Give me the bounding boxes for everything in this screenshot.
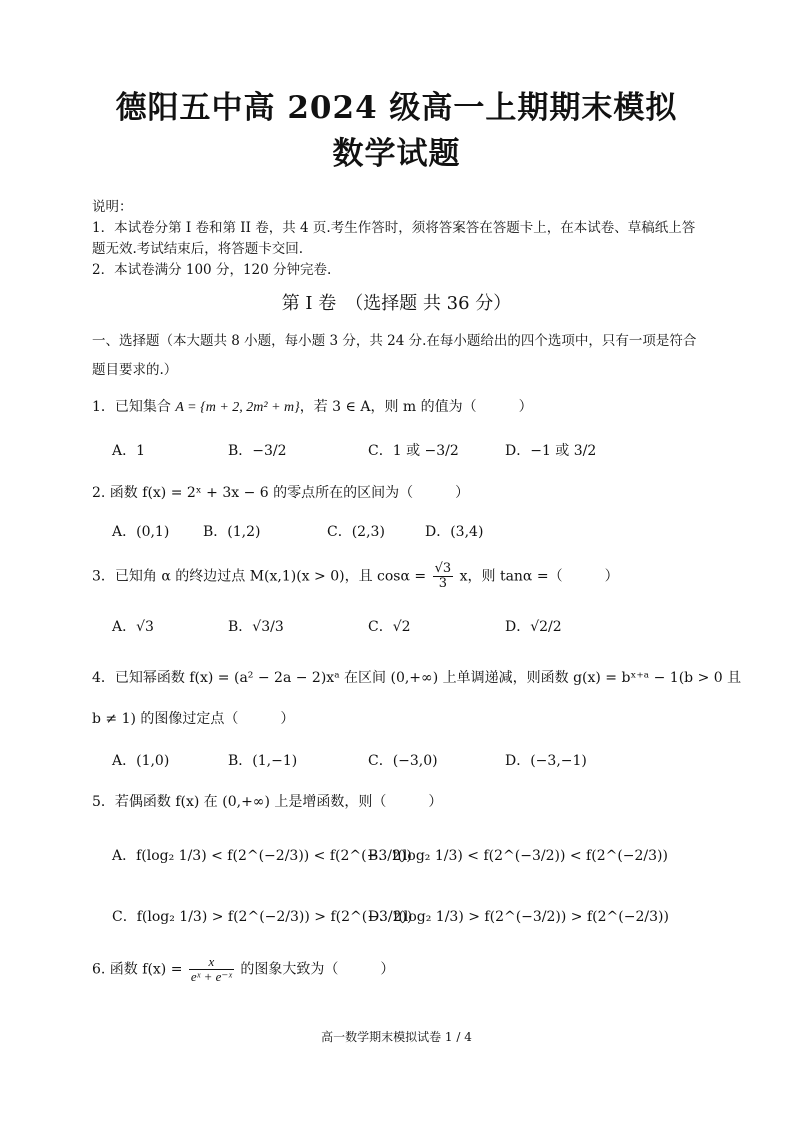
page-footer: 高一数学期末模拟试卷 1 / 4 — [321, 1030, 472, 1044]
question-2-option-b: B．(1,2) — [203, 524, 261, 540]
instructions-heading: 说明： — [92, 199, 133, 215]
question-3-text-b: x，则 tanα =（ ） — [459, 568, 619, 585]
exam-title-line2: 数学试题 — [332, 136, 461, 172]
question-2-option-a: A．(0,1) — [112, 524, 170, 540]
question-5-option-d: D．f(log₂ 1/3) > f(2^(−3/2)) > f(2^(−2/3)) — [368, 909, 669, 925]
question-6-text-a: 6. 函数 f(x) = — [92, 961, 183, 978]
question-4-option-b: B．(1,−1) — [228, 753, 298, 769]
question-1-option-d: D．−1 或 3/2 — [505, 443, 597, 459]
question-3-option-c: C．√2 — [368, 619, 411, 635]
exam-title-line1: 德阳五中高 2024 级高一上期期末模拟 — [115, 90, 678, 126]
question-1 — [92, 396, 533, 416]
section-intro — [92, 327, 708, 385]
instructions-line-1: 1．本试卷分第 I 卷和第 II 卷，共 4 页.考生作答时，须将答案答在答题卡上，在本试卷、草稿纸上答 — [92, 220, 696, 236]
question-3-option-b: B．√3/3 — [228, 619, 284, 635]
question-1-option-c: C．1 或 −3/2 — [368, 443, 459, 459]
question-3-option-d: D．√2/2 — [505, 619, 562, 635]
question-3 — [92, 562, 619, 591]
question-4-option-d: D．(−3,−1) — [505, 753, 587, 769]
instructions-line-2: 题无效.考试结束后，将答题卡交回. — [92, 241, 304, 257]
question-6 — [92, 955, 394, 984]
question-1-text-b: ，若 3 ∈ A，则 m 的值为（ ） — [299, 399, 533, 415]
question-4-line-1: 4．已知幂函数 f(x) = (a² − 2a − 2)xᵃ 在区间 (0,+∞) 上单调递减，则函数 g(x) = bˣ⁺ᵃ − 1(b > 0 且 — [92, 670, 742, 686]
question-4-option-c: C．(−3,0) — [368, 753, 438, 769]
question-5-option-c: C．f(log₂ 1/3) > f(2^(−2/3)) > f(2^(−3/2)) — [112, 909, 413, 925]
section-title: 第 I 卷 （选择题 共 36 分） — [281, 293, 512, 314]
question-2-option-c: C．(2,3) — [327, 524, 385, 540]
question-2-option-d: D．(3,4) — [425, 524, 484, 540]
section-intro-line-1: 一、选择题（本大题共 8 小题，每小题 3 分，共 24 分.在每小题给出的四个选项中，只有一项是符合 — [92, 333, 697, 349]
instructions-line-3: 2．本试卷满分 100 分，120 分钟完卷. — [92, 262, 332, 278]
question-3-text-a: 3．已知角 α 的终边过点 M(x,1)(x > 0)，且 cosα = — [92, 568, 427, 585]
question-6-fraction-denominator: eˣ + e⁻ˣ — [190, 969, 232, 984]
question-6-fraction — [189, 955, 234, 984]
question-6-fraction-numerator: x — [189, 955, 234, 970]
question-5: 5．若偶函数 f(x) 在 (0,+∞) 上是增函数，则（ ） — [92, 794, 443, 810]
instructions — [92, 197, 712, 281]
question-1-option-a: A．1 — [112, 443, 146, 459]
question-1-text-a: 1．已知集合 — [92, 399, 176, 415]
question-3-option-a: A．√3 — [112, 619, 154, 635]
question-2: 2. 函数 f(x) = 2ˣ + 3x − 6 的零点所在的区间为（ ） — [92, 485, 470, 501]
question-4-option-a: A．(1,0) — [112, 753, 170, 769]
cos-value-fraction: $\frac{√3}{3}$ — [434, 561, 452, 591]
question-6-text-b: 的图象大致为（ ） — [240, 961, 395, 978]
question-1-math: A = {m + 2, 2m² + m} — [175, 400, 300, 415]
question-5-option-b: B．f(log₂ 1/3) < f(2^(−3/2)) < f(2^(−2/3)) — [368, 848, 668, 864]
question-5-option-a: A．f(log₂ 1/3) < f(2^(−2/3)) < f(2^(−3/2)) — [112, 848, 412, 864]
question-4-line-2: b ≠ 1) 的图像过定点（ ） — [92, 711, 295, 727]
section-intro-line-2: 题目要求的.） — [92, 362, 178, 378]
question-1-option-b: B．−3/2 — [228, 443, 287, 459]
